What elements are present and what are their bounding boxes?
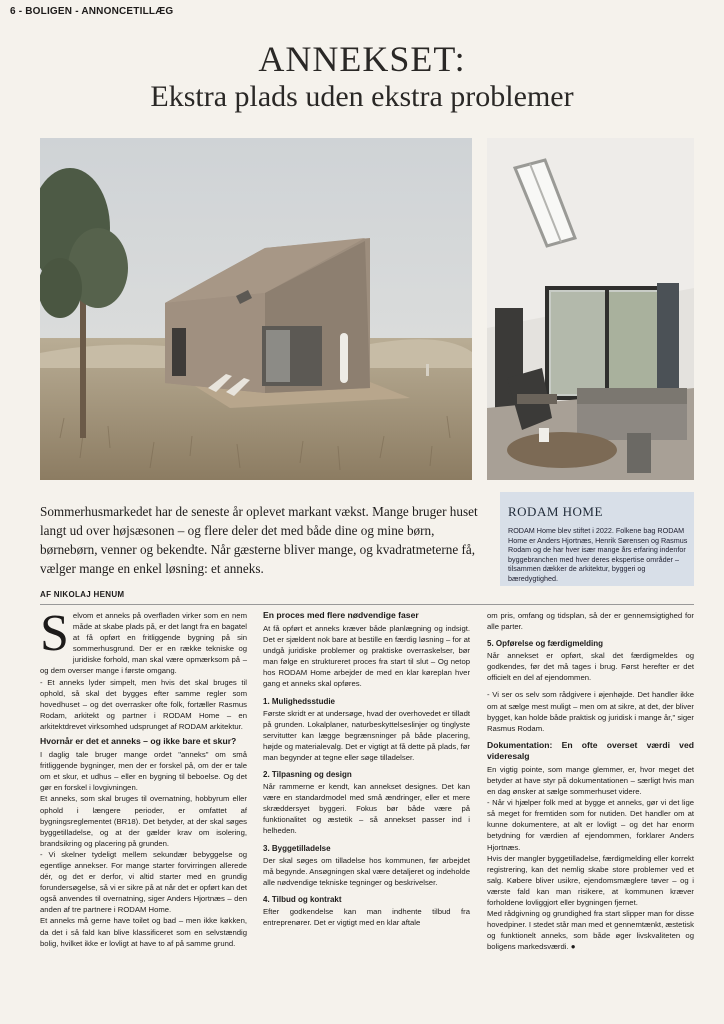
paragraph: - Når vi hjælper folk med at bygge et anneks, gør vi det lige så meget for fremtiden som for nutiden. Det handler om at kunne dokumentere, at alt er lovligt – og det har enorm betydning for værdien af ejendommen, forklarer Anders Hjortnæs. (487, 798, 694, 852)
end-mark-icon: ● (570, 942, 576, 952)
supplement-label: ANNONCETILLÆG (81, 6, 174, 17)
subheading: Dokumentation: En ofte overset værdi ved videresalg (487, 739, 694, 761)
step-heading: 5. Opførelse og færdigmelding (487, 639, 604, 649)
paragraph: - Et anneks lyder simpelt, men hvis det skal bruges til ophold, så skal det bygges efter samme regler som hovedhuset – og det overrasker ofte folk, fortæller Rasmus Rodam, arkitekt og partner i RODAM Home – en arkitektdrevet virksomhed udsprunget af RODAM arkitektur. (40, 677, 247, 731)
paragraph: En vigtig pointe, som mange glemmer, er, hvor meget det betyder at have styr på dokumentationen – særligt hvis man en dag ønsker at sælge sommerhuset videre. (487, 764, 694, 797)
headline-kicker: ANNEKSET: (258, 39, 466, 79)
headline: Ekstra plads uden ekstra problemer (150, 80, 574, 113)
paragraph: Når rammerne er kendt, kan annekset designes. Det kan være en standardmodel med små ændringer, eller et mere skræddersyet byggeri. Fokus bør både være på funktionalitet og æstetik – så annekset passer ind i helheden. (263, 782, 470, 836)
paragraph: I daglig tale bruger mange ordet "anneks" om små fritliggende bygninger, men der er forskel på, om der er tale om et skur, et udhus – eller en bygning til beboelse. Og det gør en forskel i lovgivningen. (40, 750, 247, 793)
step-heading: 3. Byggetilladelse (263, 843, 331, 853)
article-lead: Sommerhusmarkedet har de seneste år oplevet markant vækst. Mange bruger huset langt ud over højsæsonen – og flere deler det med både dine og mine børn, børnebørn, venner og bekendte. Når gæsterne bliver mange, og kvadratmeterne få, vælger mange en enkel løsning: et anneks. (40, 504, 478, 576)
drop-cap: S (40, 605, 69, 662)
paragraph: Efter godkendelse kan man indhente tilbud fra entreprenører. Det er vigtigt med en klar aftale (263, 906, 470, 927)
paragraph: At få opført et anneks kræver både planlægning og indsigt. Det er sjældent nok bare at bestille en færdig løsning – for at undgå juridiske problemer og praktiske overraskelser, bør man følge en struktureret proces fra start til slut – Og netop hos RODAM Home arbejder de med en klar køreplan hver gang et anneks skal opføres. (263, 624, 470, 689)
paragraph: Et anneks, som skal bruges til overnatning, hobbyrum eller ophold i længere perioder, er omfattet af bygningsreglementet (BR18). Det betyder, at der skal søges byggetilladelse, og at der gælder krav om isolering, brandsikring og placering på grunden. (40, 794, 247, 848)
paragraph: - Vi ser os selv som rådgivere i øjenhøjde. Det handler ikke om at sælge mest muligt – men om at sikre, at det, der bliver bygget, kan holde både praktisk og juridisk i mange år," siger Rasmus Rodam. (487, 690, 694, 733)
subheading: Hvornår er det et anneks – og ikke bare et skur? (40, 736, 237, 747)
divider (40, 604, 694, 605)
annex-exterior-illustration (40, 138, 472, 480)
step-heading: 1. Mulighedsstudie (263, 696, 336, 706)
closing-text: Med rådgivning og grundighed fra start slipper man for disse hovedpiner. I stedet står man med et gennemtænkt, æstetisk og funktionelt anneks, som både øger livskvaliteten og boligens markedsværdi. (487, 909, 694, 952)
paragraph: - Vi skelner tydeligt mellem sekundær bebyggelse og egentlige annekser. For mange starter forvirringen allerede dér, og det er derfor, vi altid starter med en grundig forundersøgelse, så vi er sikre på at når det er opført kan det også anvendes til overnatning, siger Anders Hjortnæs – den anden af tre partnere i RODAM Home. (40, 849, 247, 915)
annex-interior-photo (487, 138, 694, 480)
paragraph: Når annekset er opført, skal det færdigmeldes og godkendes, før det må tages i brug. Først herefter er det officielt en del af ejendommen. (487, 651, 694, 683)
annex-interior-illustration (487, 138, 694, 480)
paragraph: om pris, omfang og tidsplan, så der er gennemsigtighed for alle parter. (487, 611, 694, 632)
fact-box (500, 492, 694, 586)
article-column-2 (263, 610, 470, 928)
intro-text: elvom et anneks på overfladen virker som en nem måde at skabe plads på, er det langt fra en bagatel at få opført en fritliggende bygning på sin sommerhusgrund. Der er en række tekniske og juridiske forhold, man skal være opmærksom på – og dem overser mange i første omgang. (40, 611, 247, 676)
annex-exterior-photo (40, 138, 472, 480)
section-label: 6 - BOLIGEN (10, 6, 73, 17)
fact-box-title: RODAM HOME (508, 504, 603, 519)
paragraph: Der skal søges om tilladelse hos kommunen, før arbejdet må begynde. Ansøgningen skal være detaljeret og indeholde alle nødvendige tekniske tegninger og beskrivelser. (263, 855, 470, 887)
paragraph (487, 908, 694, 952)
step-heading: 4. Tilbud og kontrakt (263, 894, 342, 904)
article-column-1 (40, 605, 247, 949)
fact-box-text: RODAM Home blev stiftet i 2022. Folkene bag RODAM Home er Anders Hjortnæs, Henrik Sørensen og Rasmus Rodam og de har hver især mange års erfaring indenfor byggebranchen med hver deres ekspertise områder – tilsammen dækker de arkitektur, byggeri og bæredygtighed. (508, 526, 688, 583)
step-heading: 2. Tilpasning og design (263, 770, 352, 780)
byline: AF NIKOLAJ HENUM (40, 590, 125, 599)
page-header (10, 6, 173, 17)
paragraph: Hvis der mangler byggetilladelse, færdigmelding eller korrekt registrering, kan det nemlig skabe store problemer ved et salg. Købere bliver usikre, ejendomsmæglere tøver – og i værste fald kan man risikere, at kommunen kræver forholdene lovliggjort eller bygningen fjernet. (487, 853, 694, 907)
article-column-3 (487, 610, 694, 952)
paragraph: Et anneks må gerne have toilet og bad – men ikke køkken, da det i så fald kan blive klassificeret som en selvstændig bolig, hvilket ikke er lovligt at have to af på samme grund. (40, 916, 247, 948)
subheading: En proces med flere nødvendige faser (263, 610, 419, 620)
intro-paragraph (40, 605, 247, 677)
paragraph: Første skridt er at undersøge, hvad der overhovedet er tilladt på grunden. Lokalplaner, naturbeskyttelseslinjer og tinglyste servitutter kan lægge begrænsninger på både placering, højde og materialevalg. Det er vigtigt at få dette på plads, før man begynder at tegne eller søge tilladelser. (263, 708, 470, 762)
header-separator: - (72, 6, 82, 17)
